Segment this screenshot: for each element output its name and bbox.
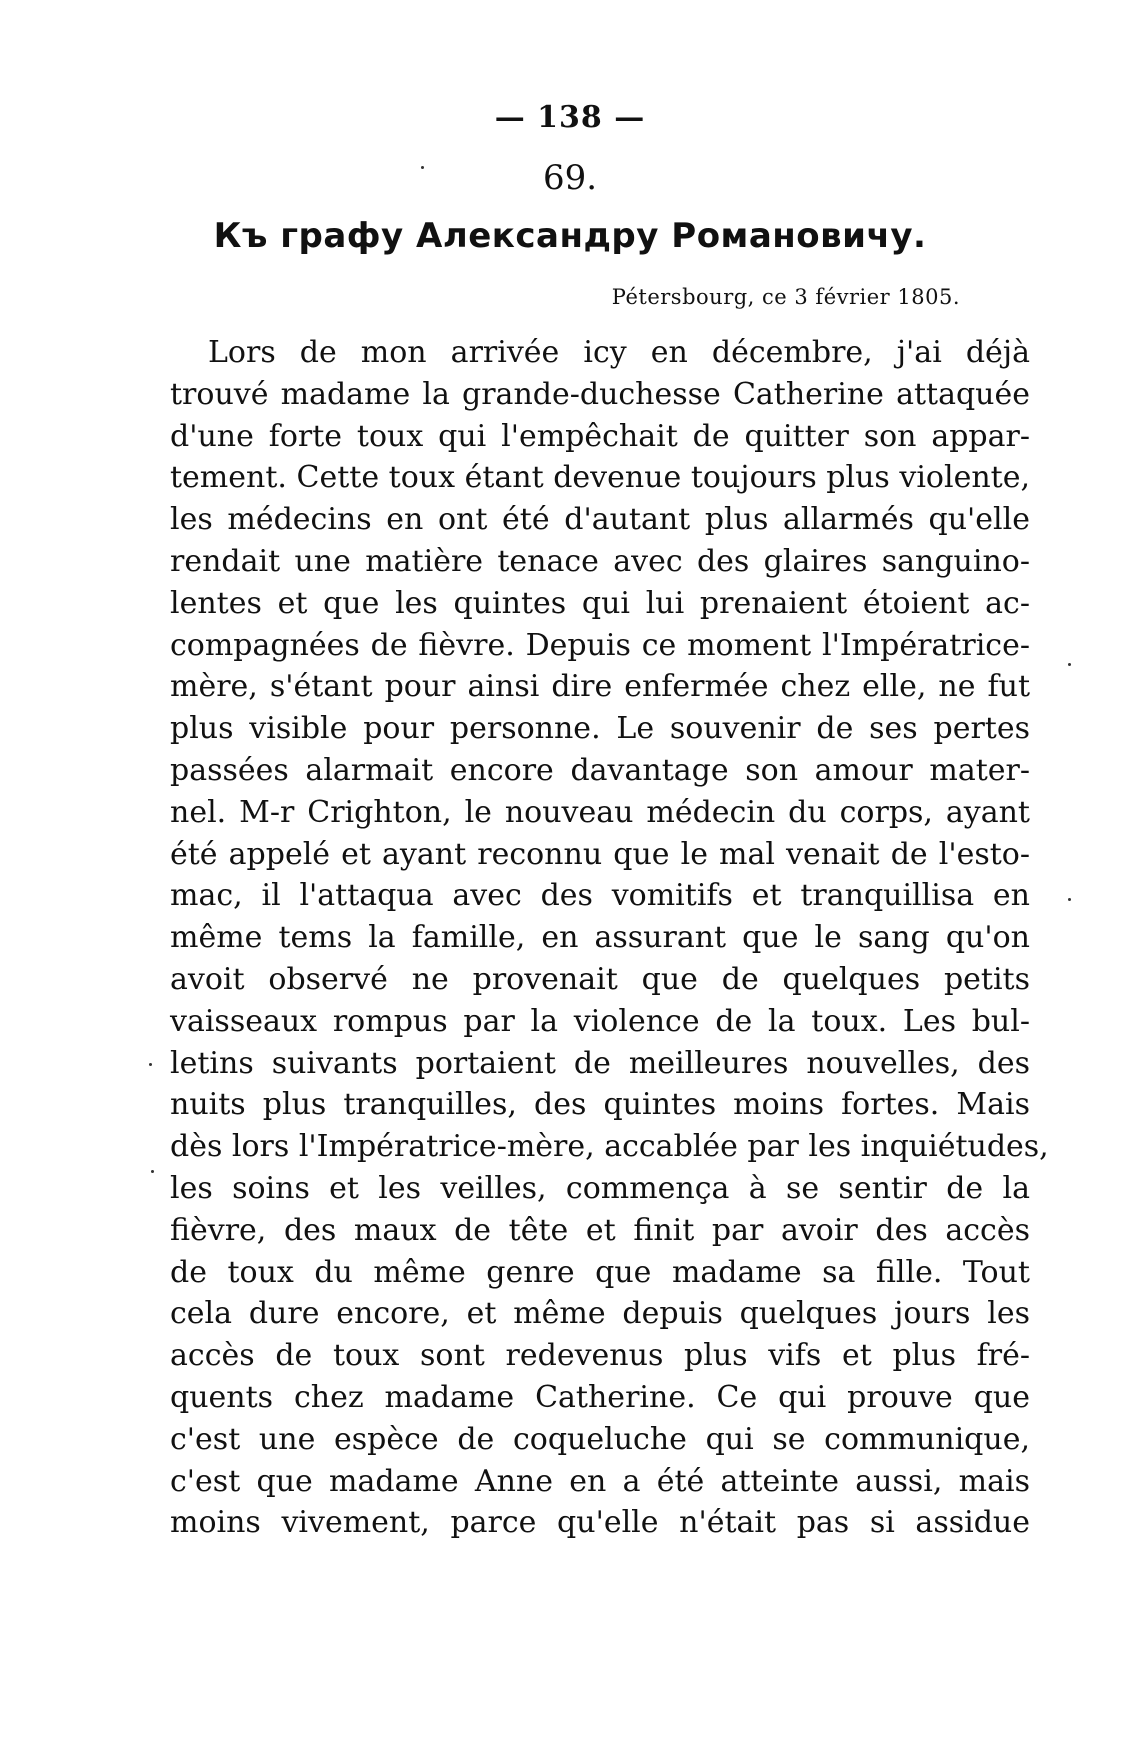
body-line: rendait une matière tenace avec des glaires sanguino- xyxy=(170,543,1030,579)
body-line: compagnées de fièvre. Depuis ce moment l'Impératrice- xyxy=(170,627,1030,663)
body-line: c'est une espèce de coqueluche qui se communique, xyxy=(170,1421,1030,1457)
body-line: mère, s'étant pour ainsi dire enfermée chez elle, ne fut xyxy=(170,669,1030,705)
body-line: les médecins en ont été d'autant plus allarmés qu'elle xyxy=(170,502,1030,538)
body-line: vaisseaux rompus par la violence de la toux. Les bul- xyxy=(170,1003,1030,1039)
body-line: nel. M-r Crighton, le nouveau médecin du corps, ayant xyxy=(170,794,1030,830)
body-line: accès de toux sont redevenus plus vifs et plus fré- xyxy=(170,1338,1030,1374)
dateline: Pétersbourg, ce 3 février 1805. xyxy=(611,285,960,309)
body-line: avoit observé ne provenait que de quelques petits xyxy=(170,961,1030,997)
body-line: trouvé madame la grande-duchesse Catherine attaquée xyxy=(170,376,1030,412)
body-line: tement. Cette toux étant devenue toujours plus violente, xyxy=(170,460,1030,496)
body-line: Lors de mon arrivée icy en décembre, j'ai déjà xyxy=(208,335,1030,370)
body-line: letins suivants portaient de meilleures nouvelles, des xyxy=(170,1045,1030,1081)
body-line: lentes et que les quintes qui lui prenaient étoient ac- xyxy=(170,585,1030,621)
body-line: nuits plus tranquilles, des quintes moins fortes. Mais xyxy=(170,1087,1030,1123)
body-line: passées alarmait encore davantage son amour mater- xyxy=(170,752,1030,788)
body-line: d'une forte toux qui l'empêchait de quitter son appar- xyxy=(170,418,1030,454)
body-line: quents chez madame Catherine. Ce qui prouve que xyxy=(170,1379,1030,1415)
letter-body xyxy=(170,332,1049,1544)
body-line: plus visible pour personne. Le souvenir de ses pertes xyxy=(170,711,1030,747)
body-line: dès lors l'Impératrice-mère, accablée par les inquiétudes, xyxy=(170,1129,1049,1165)
body-line: les soins et les veilles, commença à se sentir de la xyxy=(170,1170,1030,1206)
body-line: c'est que madame Anne en a été atteinte aussi, mais xyxy=(170,1463,1030,1499)
body-line: cela dure encore, et même depuis quelques jours les xyxy=(170,1296,1030,1332)
letter-number: 69. xyxy=(542,158,598,198)
letter-heading: Къ графу Александру Романовичу. xyxy=(213,216,927,256)
body-line: mac, il l'attaqua avec des vomitifs et tranquillisa en xyxy=(170,878,1030,914)
scan-speck xyxy=(151,1170,154,1173)
scan-speck xyxy=(1068,898,1071,901)
scan-speck xyxy=(421,166,424,169)
scan-speck xyxy=(1068,663,1071,666)
body-line: même tems la famille, en assurant que le sang qu'on xyxy=(170,920,1030,956)
body-line: moins vivement, parce qu'elle n'était pas si assidue xyxy=(170,1505,1030,1541)
scan-speck xyxy=(149,1063,152,1066)
body-line: de toux du même genre que madame sa fille. Tout xyxy=(170,1254,1030,1290)
body-line: fièvre, des maux de tête et finit par avoir des accès xyxy=(170,1212,1030,1248)
page-number: — 138 — xyxy=(494,100,646,135)
body-line: été appelé et ayant reconnu que le mal venait de l'esto- xyxy=(170,836,1030,872)
